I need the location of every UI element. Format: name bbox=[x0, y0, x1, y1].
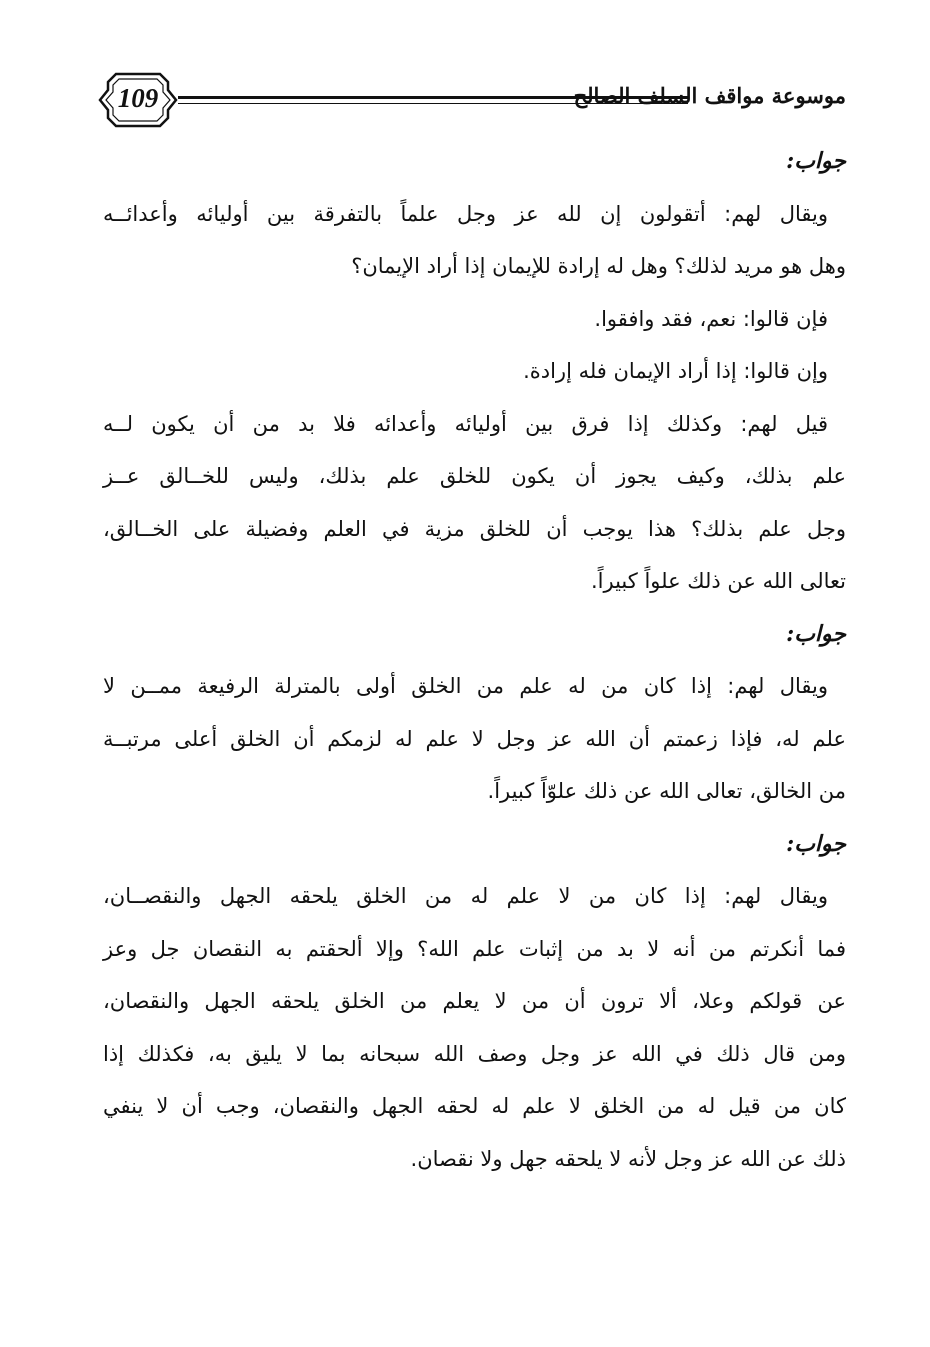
text-line: قيل لهم: وكذلك إذا فرق بين أوليائه وأعدائه فلا بد من أن يكون لــه bbox=[103, 411, 828, 436]
answer-label: جواب: bbox=[786, 620, 846, 647]
text-line: ويقال لهم: إذا كان من له علم من الخلق أولى بالمترلة الرفيعة ممــن لا bbox=[103, 674, 828, 698]
text-line: وهل هو مريد لذلك؟ وهل له إرادة للإيمان إذا أراد الإيمان؟ bbox=[351, 254, 846, 278]
answer-label: جواب: bbox=[786, 148, 846, 174]
answer-heading bbox=[103, 818, 846, 871]
answer-label: جواب: bbox=[786, 830, 846, 857]
page-number-badge bbox=[98, 70, 178, 130]
book-title: موسوعة مواقف السلف الصالح bbox=[573, 83, 846, 108]
page-body bbox=[103, 135, 846, 1185]
answer-heading bbox=[103, 608, 846, 661]
text-line: كان من قيل له من الخلق لا علم له لحقه الجهل والنقصان، وجب أن لا ينفي bbox=[103, 1094, 846, 1118]
text-line: ذلك عن الله عز وجل لأنه لا يلحقه جهل ولا نقصان. bbox=[410, 1146, 846, 1171]
text-line: علم بذلك، وكيف يجوز أن يكون للخلق علم بذلك، وليس للخــالق عــز bbox=[103, 464, 846, 488]
page-header bbox=[98, 70, 846, 130]
text-line: فما أنكرتم من أنه لا بد من إثبات علم الله؟ وإلا ألحقتم به النقصان جل وعز bbox=[103, 936, 846, 961]
text-line: وإن قالوا: إذا أراد الإيمان فله إرادة. bbox=[523, 359, 828, 383]
text-line: عن قولكم وعلا، ألا ترون أن من لا يعلم من الخلق يلحقه الجهل والنقصان، bbox=[103, 989, 846, 1013]
text-line: علم له، فإذا زعمتم أن الله عز وجل لا علم له لزمكم أن الخلق أعلى مرتبــة bbox=[103, 726, 846, 751]
text-line: من الخالق، تعالى الله عن ذلك علوّاً كبيراً. bbox=[487, 779, 846, 803]
text-line: ويقال لهم: إذا كان من لا علم له من الخلق يلحقه الجهل والنقصــان، bbox=[103, 884, 828, 908]
text-line: ويقال لهم: أتقولون إن لله عز وجل علماً بالتفرقة بين أوليائه وأعدائــه bbox=[103, 201, 828, 226]
text-line: ومن قال ذلك في الله عز وجل وصف الله سبحانه بما لا يليق به، فكذلك إذا bbox=[103, 1041, 846, 1066]
answer-heading bbox=[103, 135, 846, 188]
text-line: فإن قالوا: نعم، فقد وافقوا. bbox=[594, 306, 828, 331]
text-line: وجل علم بذلك؟ هذا يوجب أن للخلق مزية في العلم وفضيلة على الخــالق، bbox=[103, 516, 846, 541]
page-number: 109 bbox=[117, 83, 159, 113]
text-line: تعالى الله عن ذلك علواً كبيراً. bbox=[591, 569, 846, 593]
